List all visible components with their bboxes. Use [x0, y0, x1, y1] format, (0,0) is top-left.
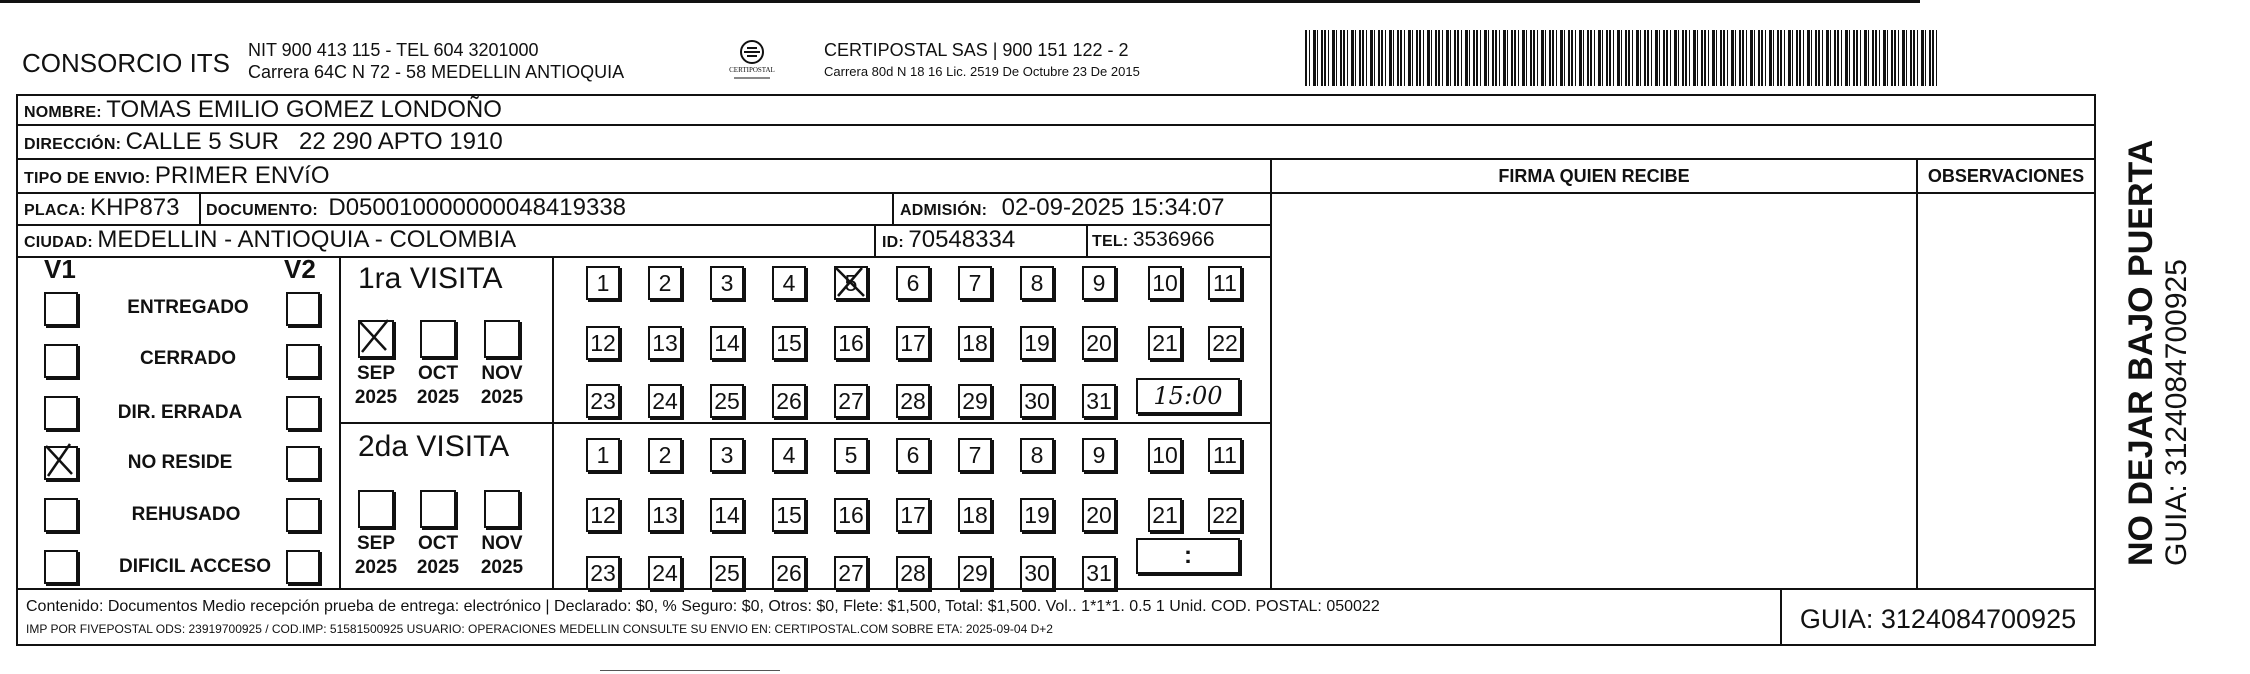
status-item: DIR. ERRADA — [117, 402, 243, 423]
day-box[interactable]: 6 — [896, 266, 930, 300]
month-checkbox[interactable] — [420, 490, 456, 528]
bottom-rule — [600, 670, 780, 671]
v2-checkbox[interactable] — [286, 396, 320, 430]
visit1-title: 1ra VISITA — [358, 262, 503, 295]
frame-right — [2094, 94, 2096, 646]
day-box[interactable]: 10 — [1148, 266, 1182, 300]
row-line-1 — [16, 124, 2096, 126]
visit2-title: 2da VISITA — [358, 430, 510, 463]
placa-value: KHP873 — [90, 194, 180, 221]
v1-checkbox[interactable] — [44, 498, 78, 532]
direccion-value: CALLE 5 SUR 22 290 APTO 1910 — [125, 128, 503, 155]
footer-contenido: Contenido: Documentos Medio recepción prueba de entrega: electrónico | Declarado: $0, % Seguro: $0, Otros: $0, Flete: $1,500, Total: $1,500. Vol.. 1*1*1. 0.5 1 Unid. COD. POSTAL: 050022 — [26, 598, 1380, 615]
day-box[interactable]: 15 — [772, 498, 806, 532]
firma-header: FIRMA QUIEN RECIBE — [1498, 166, 1690, 186]
placa-divider — [199, 192, 201, 224]
day-box[interactable]: 3 — [710, 438, 744, 472]
month-checkbox[interactable] — [420, 320, 456, 358]
day-box[interactable]: 28 — [896, 384, 930, 418]
day-box[interactable]: 17 — [896, 326, 930, 360]
day-box[interactable]: 26 — [772, 556, 806, 590]
day-box[interactable]: 31 — [1082, 384, 1116, 418]
day-box[interactable]: 4 — [772, 266, 806, 300]
v1-checkbox-checked[interactable] — [44, 446, 78, 480]
x-check-icon — [356, 316, 396, 356]
tel-divider — [1086, 224, 1088, 256]
day-box[interactable]: 8 — [1020, 438, 1054, 472]
visit2-time: : — [1184, 542, 1192, 569]
company-address: Carrera 64C N 72 - 58 MEDELLIN ANTIOQUIA — [248, 62, 625, 82]
month-checkbox[interactable] — [484, 490, 520, 528]
status-item: NO RESIDE — [127, 452, 233, 473]
day-box[interactable]: 29 — [958, 384, 992, 418]
v1-label: V1 — [44, 254, 76, 284]
day-box[interactable]: 12 — [586, 498, 620, 532]
v1-checkbox[interactable] — [44, 292, 78, 326]
month-label: OCT 2025 — [416, 533, 460, 578]
nombre-row — [24, 96, 502, 124]
day-box[interactable]: 25 — [710, 384, 744, 418]
day-box[interactable]: 16 — [834, 498, 868, 532]
row-line-5 — [16, 256, 1272, 258]
company-name: CONSORCIO ITS — [22, 48, 231, 78]
tipo-value: PRIMER ENVíO — [154, 162, 330, 189]
ciudad-label: CIUDAD: — [24, 234, 93, 251]
day-box[interactable]: 5 — [834, 438, 868, 472]
day-box[interactable]: 11 — [1208, 266, 1242, 300]
obs-divider — [1916, 158, 1918, 590]
day-box[interactable]: 22 — [1208, 498, 1242, 532]
id-value: 70548334 — [908, 226, 1016, 253]
day-box[interactable]: 24 — [648, 384, 682, 418]
day-box[interactable]: 13 — [648, 498, 682, 532]
admision-divider — [892, 192, 894, 224]
day-box[interactable]: 21 — [1148, 498, 1182, 532]
day-box[interactable]: 12 — [586, 326, 620, 360]
month-label: NOV 2025 — [480, 533, 524, 578]
day-box[interactable]: 21 — [1148, 326, 1182, 360]
admision-field — [900, 194, 1224, 222]
status-item: DIFICIL ACCESO — [118, 556, 271, 577]
day-box[interactable]: 23 — [586, 556, 620, 590]
side-warning — [2122, 140, 2194, 566]
tel-field — [1092, 228, 1215, 252]
day-box[interactable]: 2 — [648, 438, 682, 472]
col-header-line — [1270, 192, 2096, 194]
footer-imp: IMP POR FIVEPOSTAL ODS: 23919700925 / COD.IMP: 51581500925 USUARIO: OPERACIONES MEDELLIN CONSULTE SU ENVIO EN: CERTIPOSTAL.COM SOBRE ETA: 2025-09-04 D+2 — [26, 622, 1053, 636]
documento-value: D050010000000048419338 — [328, 194, 627, 221]
day-box[interactable]: 1 — [586, 266, 620, 300]
day-box[interactable]: 27 — [834, 384, 868, 418]
top-rule — [0, 0, 1920, 3]
status-item: CERRADO — [139, 348, 237, 369]
month-checkbox-checked[interactable] — [358, 320, 394, 358]
month-label: SEP 2025 — [354, 533, 398, 578]
tel-value: 3536966 — [1132, 228, 1215, 251]
frame-bottom — [16, 644, 2096, 646]
frame-left — [16, 94, 18, 646]
day-box[interactable]: 19 — [1020, 326, 1054, 360]
day-box[interactable]: 19 — [1020, 498, 1054, 532]
row-line-2 — [16, 158, 2096, 160]
logo-text: CERTIPOSTAL — [729, 66, 775, 74]
month-checkbox[interactable] — [484, 320, 520, 358]
x-check-icon — [40, 440, 78, 480]
visit1-time: 15:00 — [1153, 382, 1223, 410]
day-box[interactable]: 18 — [958, 498, 992, 532]
v2-checkbox[interactable] — [286, 550, 320, 584]
row-line-6 — [16, 588, 2096, 590]
certipostal-logo — [728, 38, 776, 84]
side-guia-text: GUIA: 3124084700925 — [2160, 259, 2193, 566]
carrier-address: Carrera 80d N 18 16 Lic. 2519 De Octubre 23 De 2015 — [824, 64, 1140, 79]
side-warning-text: NO DEJAR BAJO PUERTA — [2122, 139, 2160, 566]
day-box[interactable]: 2 — [648, 266, 682, 300]
tel-label: TEL: — [1092, 233, 1129, 250]
id-divider — [874, 224, 876, 256]
v2-checkbox[interactable] — [286, 446, 320, 480]
documento-field — [206, 194, 626, 222]
observaciones-header: OBSERVACIONES — [1927, 166, 2085, 186]
day-box[interactable]: 30 — [1020, 556, 1054, 590]
day-box[interactable]: 25 — [710, 556, 744, 590]
month-label: OCT 2025 — [416, 363, 460, 408]
day-box[interactable]: 18 — [958, 326, 992, 360]
visits-divider — [339, 422, 1272, 424]
day-box[interactable]: 1 — [586, 438, 620, 472]
nombre-label: NOMBRE: — [24, 104, 102, 121]
day-box-checked[interactable] — [834, 266, 868, 300]
day-box[interactable]: 30 — [1020, 384, 1054, 418]
sig-divider — [1270, 158, 1272, 590]
month-checkbox[interactable] — [358, 490, 394, 528]
admision-label: ADMISIÓN: — [900, 202, 988, 219]
documento-label: DOCUMENTO: — [206, 202, 318, 219]
footer-guia: GUIA: 3124084700925 — [1799, 604, 2077, 634]
day-box[interactable]: 3 — [710, 266, 744, 300]
company-nit: NIT 900 413 115 - TEL 604 3201000 — [248, 40, 539, 60]
nombre-value: TOMAS EMILIO GOMEZ LONDOÑO — [106, 96, 502, 123]
day-box[interactable]: 11 — [1208, 438, 1242, 472]
day-number: 5 — [844, 270, 858, 296]
month-label: NOV 2025 — [480, 363, 524, 408]
day-box[interactable]: 9 — [1082, 266, 1116, 300]
ciudad-value: MEDELLIN - ANTIOQUIA - COLOMBIA — [97, 226, 517, 253]
day-box[interactable]: 14 — [710, 326, 744, 360]
v2-checkbox[interactable] — [286, 292, 320, 326]
day-box[interactable]: 16 — [834, 326, 868, 360]
day-box[interactable]: 26 — [772, 384, 806, 418]
day-box[interactable]: 23 — [586, 384, 620, 418]
day-box[interactable]: 24 — [648, 556, 682, 590]
visit1-time-box[interactable] — [1136, 378, 1240, 414]
day-box[interactable]: 20 — [1082, 498, 1116, 532]
day-box[interactable]: 27 — [834, 556, 868, 590]
day-box[interactable]: 7 — [958, 438, 992, 472]
day-box[interactable]: 14 — [710, 498, 744, 532]
day-box[interactable]: 28 — [896, 556, 930, 590]
placa-label: PLACA: — [24, 202, 86, 219]
day-box[interactable]: 6 — [896, 438, 930, 472]
tipo-label: TIPO DE ENVIO: — [24, 170, 151, 187]
day-box[interactable]: 8 — [1020, 266, 1054, 300]
barcode — [1305, 30, 1940, 86]
admision-value: 02-09-2025 15:34:07 — [1001, 194, 1225, 221]
day-box[interactable]: 31 — [1082, 556, 1116, 590]
day-box[interactable]: 22 — [1208, 326, 1242, 360]
tipo-row — [24, 162, 330, 190]
v2-label: V2 — [284, 254, 316, 284]
direccion-label: DIRECCIÓN: — [24, 136, 122, 153]
day-box[interactable]: 20 — [1082, 326, 1116, 360]
status-item: REHUSADO — [131, 504, 241, 525]
carrier-name: CERTIPOSTAL SAS | 900 151 122 - 2 — [824, 40, 1129, 60]
ciudad-field — [24, 226, 516, 254]
day-box[interactable]: 15 — [772, 326, 806, 360]
v1-checkbox[interactable] — [44, 344, 78, 378]
v1-checkbox[interactable] — [44, 396, 78, 430]
v2-checkbox[interactable] — [286, 498, 320, 532]
v2-checkbox[interactable] — [286, 344, 320, 378]
day-box[interactable]: 9 — [1082, 438, 1116, 472]
visit2-time-box[interactable] — [1136, 538, 1240, 574]
id-label: ID: — [882, 234, 904, 251]
month-label: SEP 2025 — [354, 363, 398, 408]
day-box[interactable]: 29 — [958, 556, 992, 590]
day-box[interactable]: 4 — [772, 438, 806, 472]
day-box[interactable]: 17 — [896, 498, 930, 532]
day-box[interactable]: 13 — [648, 326, 682, 360]
direccion-row — [24, 128, 503, 156]
v1-checkbox[interactable] — [44, 550, 78, 584]
status-item: ENTREGADO — [127, 297, 249, 318]
day-box[interactable]: 10 — [1148, 438, 1182, 472]
id-field — [882, 226, 1015, 254]
placa-field — [24, 194, 179, 222]
day-box[interactable]: 7 — [958, 266, 992, 300]
